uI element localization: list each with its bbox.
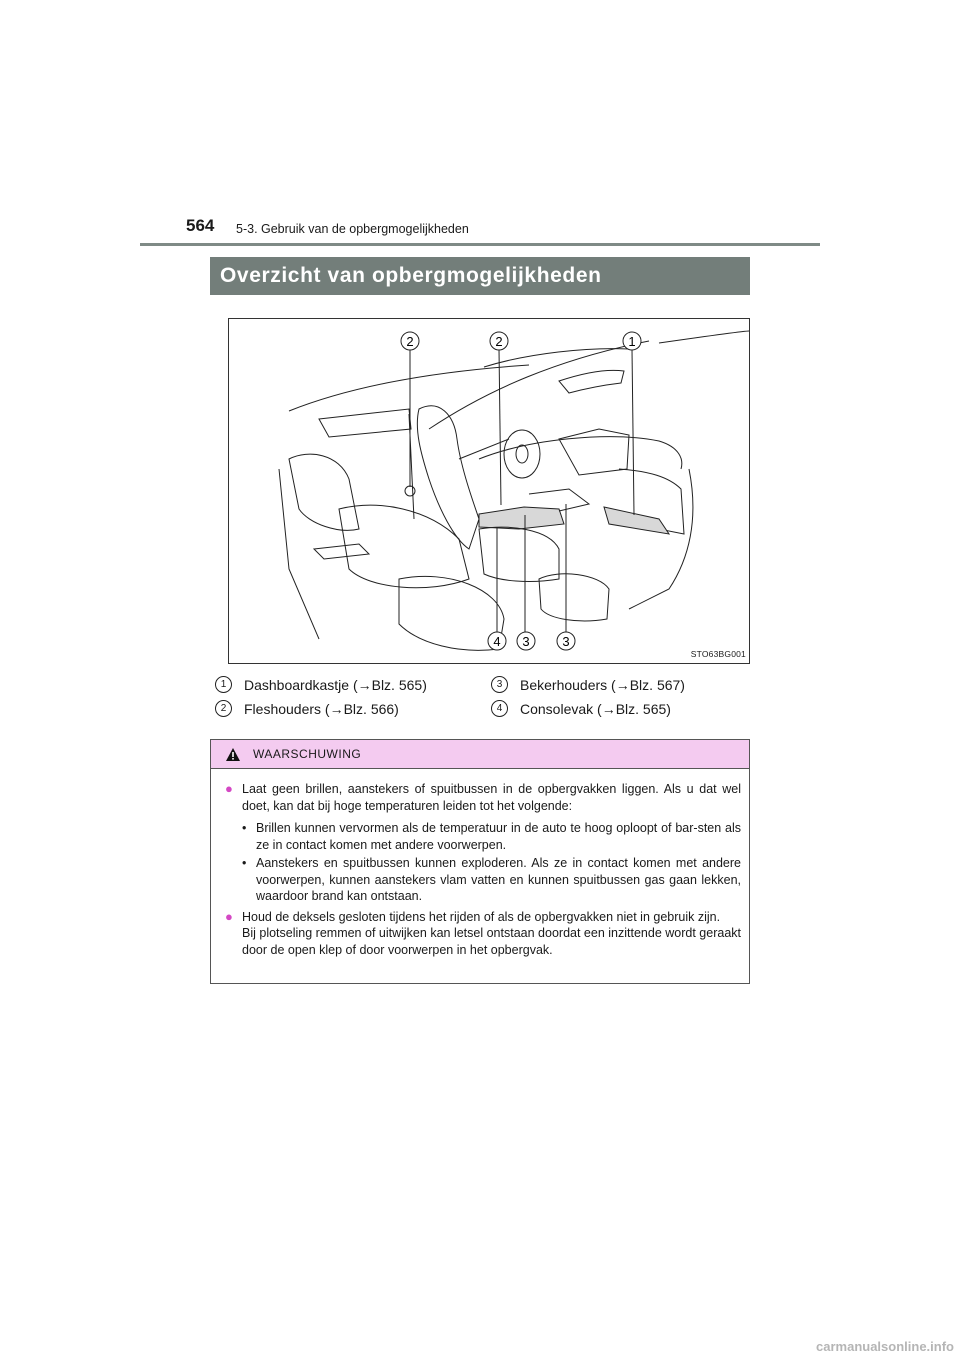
warning-bullet-2-line1: Houd de deksels gesloten tijdens het rijden of als de opbergvakken niet in gebruik zijn. xyxy=(242,909,721,924)
warning-box xyxy=(210,739,750,984)
legend-text: Dashboardkastje (→Blz. 565) xyxy=(244,676,427,693)
warning-sub-item-text: Aanstekers en spuitbussen kunnen exploderen. Als ze in contact komen met andere voorwerpen, kunnen aanstekers vlam vatten en kunnen spuitbussen gas gaan lekken, waardoor brand kan ontstaan. xyxy=(256,856,741,903)
bullet-dot-icon: ● xyxy=(225,908,233,924)
callout-4-label: 4 xyxy=(493,634,501,649)
warning-sub-item-text: Brillen kunnen vervormen als de temperatuur in de auto te hoog oploopt of bar-sten als ze in contact komen met andere voorwerpen. xyxy=(256,821,741,852)
legend-item-2 xyxy=(215,700,399,717)
header-rule xyxy=(140,243,820,246)
callout-1-label: 1 xyxy=(628,334,636,349)
warning-title: WAARSCHUWING xyxy=(253,747,362,761)
legend-text: Consolevak (→Blz. 565) xyxy=(520,700,671,717)
warning-sub-item xyxy=(242,820,741,853)
legend-badge: 1 xyxy=(215,676,232,693)
warning-sub-item xyxy=(242,855,741,905)
warning-body xyxy=(211,769,749,958)
callout-3a-label: 3 xyxy=(522,634,530,649)
interior-figure xyxy=(228,318,750,664)
sub-bullet-icon: • xyxy=(242,821,247,835)
warning-bullet-2-text xyxy=(242,909,741,959)
legend-item-3 xyxy=(491,676,685,693)
legend-text: Bekerhouders (→Blz. 567) xyxy=(520,676,685,693)
page-number: 564 xyxy=(186,216,215,235)
warning-bullet-2-line2: Bij plotseling remmen of uitwijken kan letsel ontstaan doordat een inzittende wordt geraakt door de open klep of door voorwerpen in het opbergvak. xyxy=(242,926,741,957)
warning-bullet-1-text: Laat geen brillen, aanstekers of spuitbussen in de opbergvakken liggen. Als u dat wel doet, kan dat bij hoge temperaturen leiden tot het volgende: xyxy=(242,782,741,813)
callout-2a-label: 2 xyxy=(406,334,414,349)
warning-triangle-icon xyxy=(225,747,241,762)
callout-3b-label: 3 xyxy=(562,634,570,649)
warning-bullet-1 xyxy=(225,781,741,814)
legend-badge: 4 xyxy=(491,700,508,717)
legend-item-4 xyxy=(491,700,671,717)
chapter-title: 5-3. Gebruik van de opbergmogelijkheden xyxy=(236,222,469,236)
figure-code: STO63BG001 xyxy=(690,649,746,659)
legend-text: Fleshouders (→Blz. 566) xyxy=(244,700,399,717)
section-title: Overzicht van opbergmogelijkheden xyxy=(210,257,750,295)
sub-bullet-icon: • xyxy=(242,856,247,870)
warning-sub-list xyxy=(225,820,741,905)
legend-badge: 2 xyxy=(215,700,232,717)
warning-header xyxy=(211,740,749,769)
callout-2b-label: 2 xyxy=(495,334,503,349)
legend-item-1 xyxy=(215,676,427,693)
footer-watermark: carmanualsonline.info xyxy=(816,1339,954,1354)
legend-badge: 3 xyxy=(491,676,508,693)
car-interior-illustration xyxy=(229,319,749,663)
bullet-dot-icon: ● xyxy=(225,781,233,796)
warning-bullet-2 xyxy=(225,909,741,959)
